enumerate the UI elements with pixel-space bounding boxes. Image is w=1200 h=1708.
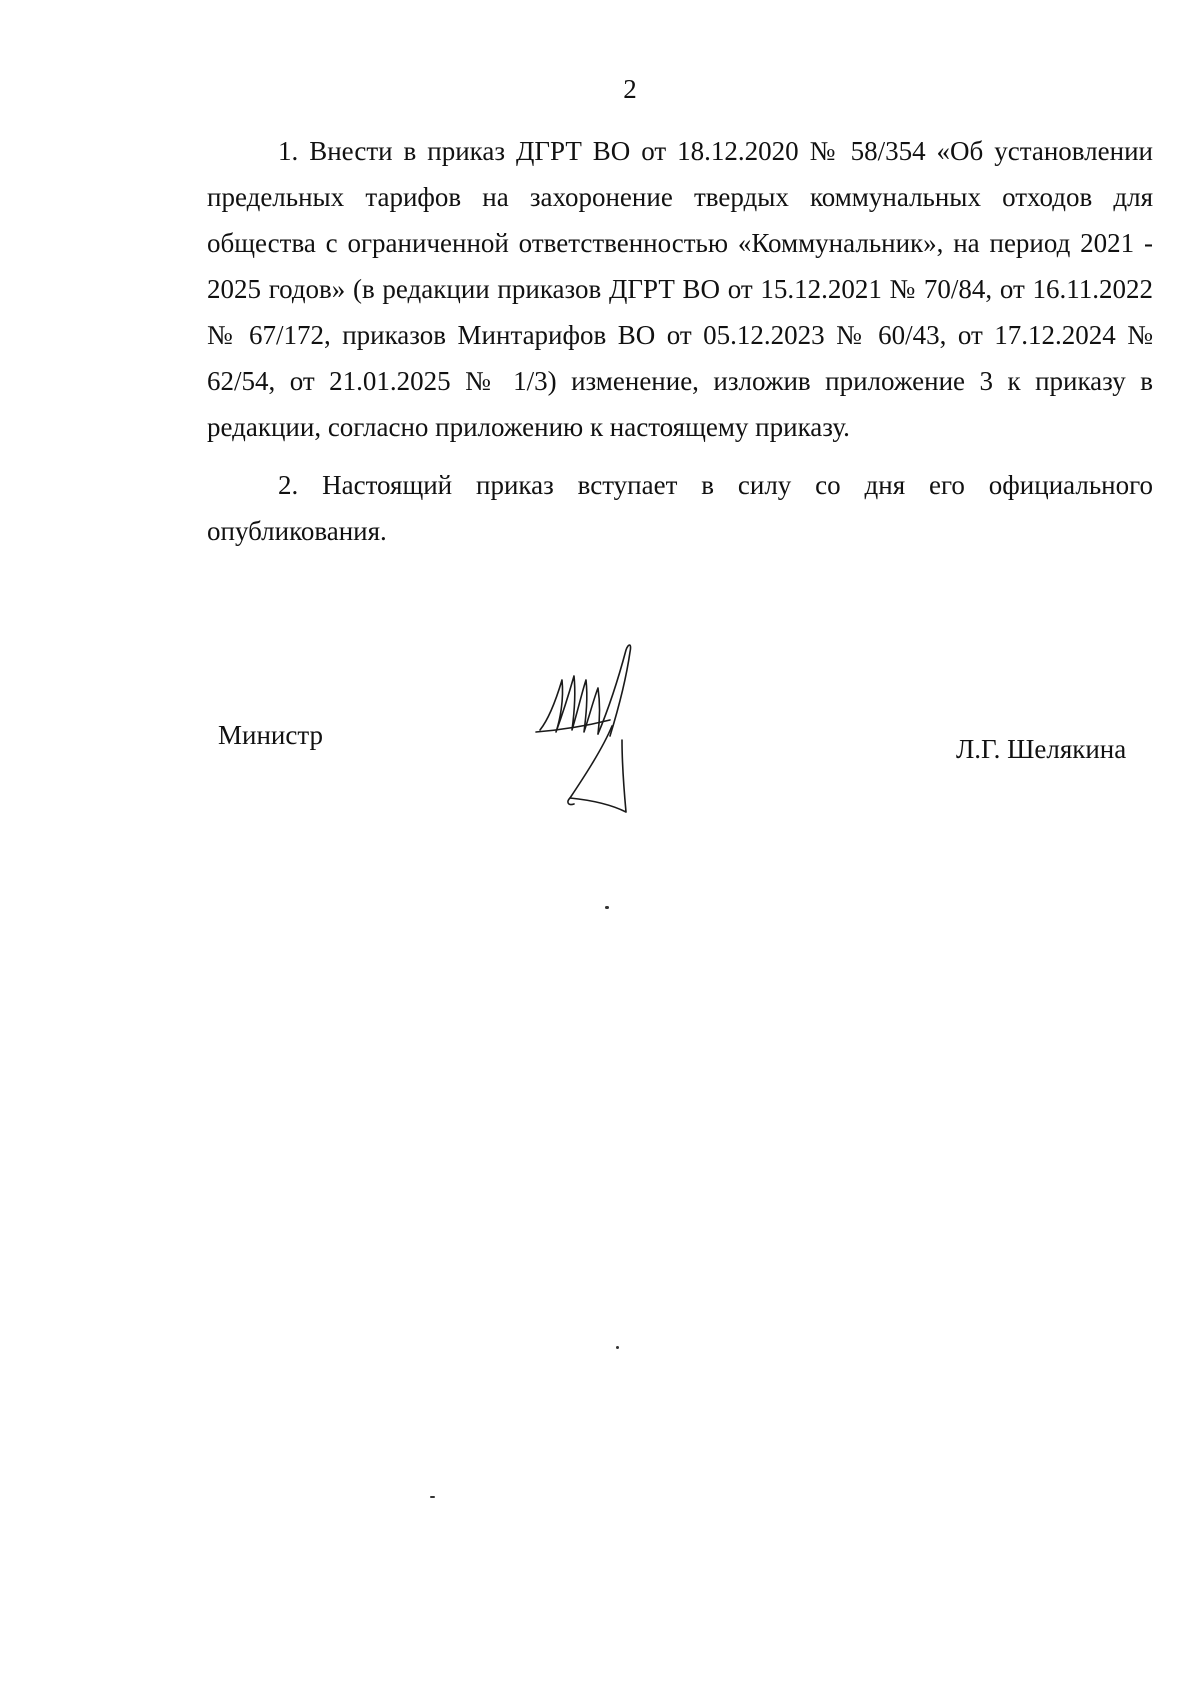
paragraph-1: 1. Внести в приказ ДГРТ ВО от 18.12.2020 № 58/354 «Об установлении предельных тарифов на захоронение твердых коммунальных отходов для общества с ограниченной ответственностью «Коммунальник», на период 2021 - 2025 годов» (в редакции приказов ДГРТ ВО от 15.12.2021 № 70/84, от 16.11.2022 № 67/172, приказов Минтарифов ВО от 05.12.2023 № 60/43, от 17.12.2024 № 62/54, от 21.01.2025 № 1/3) изменение, изложив приложение 3 к приказу в редакции, согласно приложению к настоящему приказу. [207,136,1153,442]
handwritten-signature [530,640,670,830]
scan-speck [605,906,609,909]
signer-name: Л.Г. Шелякина [956,734,1127,764]
page-number: 2 [623,74,637,104]
scan-speck [616,1346,619,1349]
order-body [207,128,1153,566]
scan-speck [430,1496,435,1498]
signer-position: Министр [218,720,323,750]
paragraph-2: 2. Настоящий приказ вступает в силу со дня его официального опубликования. [207,470,1153,546]
